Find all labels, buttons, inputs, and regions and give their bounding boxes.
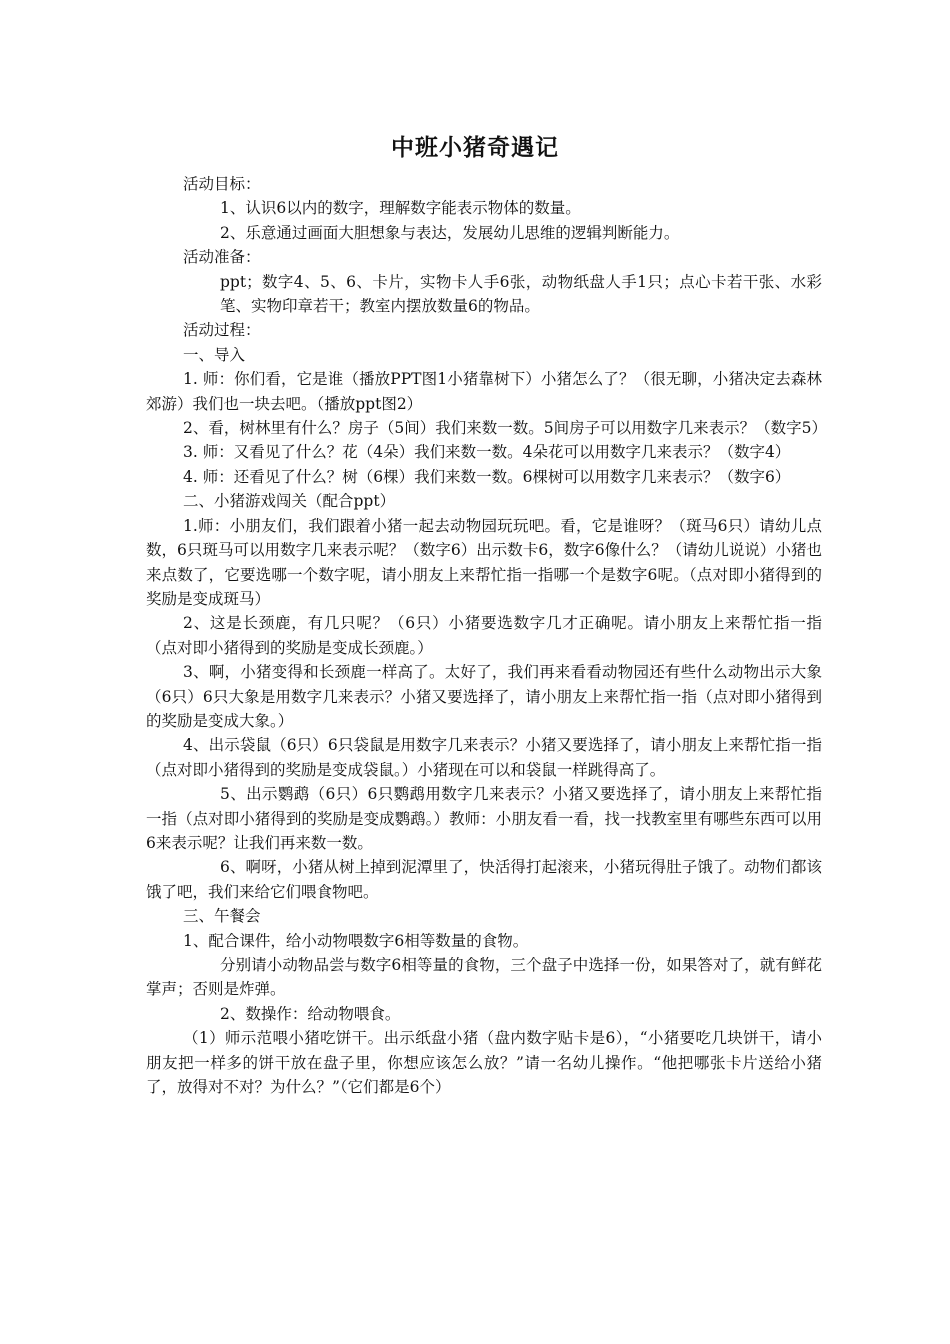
goal-item: 1、认识6以内的数字，理解数字能表示物体的数量。 — [220, 199, 581, 218]
body-paragraph: 2、看，树林里有什么？房子（5间）我们来数一数。5间房子可以用数字几来表示？（数字5） — [183, 419, 827, 438]
body-paragraph: 4、出示袋鼠（6只）6只袋鼠是用数字几来表示？小猪又要选择了，请小朋友上来帮忙指一指（点对即小猪得到的奖励是变成袋鼠。）小猪现在可以和袋鼠一样跳得高了。 — [146, 736, 822, 779]
document-body — [146, 172, 827, 1099]
subsection-heading-lunch: 三、午餐会 — [183, 907, 261, 926]
body-paragraph: 2、数操作：给动物喂食。 — [220, 1004, 401, 1023]
goal-item: 2、乐意通过画面大胆想象与表达，发展幼儿思维的逻辑判断能力。 — [220, 223, 680, 242]
body-paragraph: 6、啊呀，小猪从树上掉到泥潭里了，快活得打起滚来，小猪玩得肚子饿了。动物们都该饿了吧，我们来给它们喂食物吧。 — [146, 858, 822, 901]
subsection-heading-intro: 一、导入 — [183, 345, 246, 364]
body-paragraph: 3. 师：又看见了什么？花（4朵）我们来数一数。4朵花可以用数字几来表示？（数字4） — [183, 443, 791, 462]
body-paragraph: 1. 师：你们看，它是谁（播放PPT图1小猪靠树下）小猪怎么了？（很无聊，小猪决定去森林郊游）我们也一块去吧。（播放ppt图2） — [146, 370, 822, 413]
body-paragraph: 1、配合课件，给小动物喂数字6相等数量的食物。 — [183, 931, 529, 950]
section-heading-goals: 活动目标： — [183, 175, 261, 193]
body-paragraph: 5、出示鹦鹉（6只）6只鹦鹉用数字几来表示？小猪又要选择了，请小朋友上来帮忙指一指（点对即小猪得到的奖励是变成鹦鹉。）教师：小朋友看一看，找一找教室里有哪些东西可以用6来表示呢？让我们再来数一数。 — [146, 785, 822, 852]
body-paragraph: （1）师示范喂小猪吃饼干。出示纸盘小猪（盘内数字贴卡是6），“小猪要吃几块饼干，请小朋友把一样多的饼干放在盘子里，你想应该怎么放？”请一名幼儿操作。“他把哪张卡片送给小猪了，放得对不对？为什么？”（它们都是6个） — [146, 1029, 822, 1097]
body-paragraph: 1.师：小朋友们，我们跟着小猪一起去动物园玩玩吧。看，它是谁呀？（斑马6只）请幼儿点数，6只斑马可以用数字几来表示呢？（数字6）出示数卡6，数字6像什么？（请幼儿说说）小猪也来点数了，它要选哪一个数字呢，请小朋友上来帮忙指一指哪一个是数字6呢。（点对即小猪得到的奖励是变成斑马） — [146, 516, 822, 608]
document-title: 中班小猪奇遇记 — [391, 134, 559, 161]
body-paragraph: 3、啊，小猪变得和长颈鹿一样高了。太好了，我们再来看看动物园还有些什么动物出示大象（6只）6只大象是用数字几来表示？小猪又要选择了，请小朋友上来帮忙指一指（点对即小猪得到的奖励是变成大象。） — [146, 663, 822, 730]
body-paragraph: 4. 师：还看见了什么？树（6棵）我们来数一数。6棵树可以用数字几来表示？（数字6） — [183, 467, 791, 486]
body-paragraph: 分别请小动物品尝与数字6相等量的食物，三个盘子中选择一份，如果答对了，就有鲜花掌声；否则是炸弹。 — [146, 956, 822, 999]
subsection-heading-game: 二、小猪游戏闯关（配合ppt） — [183, 492, 396, 511]
section-heading-preparation: 活动准备： — [183, 248, 261, 267]
preparation-text: ppt；数字4、5、6、卡片，实物卡人手6张，动物纸盘人手1只；点心卡若干张、水彩笔、实物印章若干；教室内摆放数量6的物品。 — [220, 272, 822, 316]
section-heading-process: 活动过程： — [183, 321, 261, 340]
body-paragraph: 2、这是长颈鹿，有几只呢？（6只）小猪要选数字几才正确呢。请小朋友上来帮忙指一指（点对即小猪得到的奖励是变成长颈鹿。） — [146, 614, 822, 657]
